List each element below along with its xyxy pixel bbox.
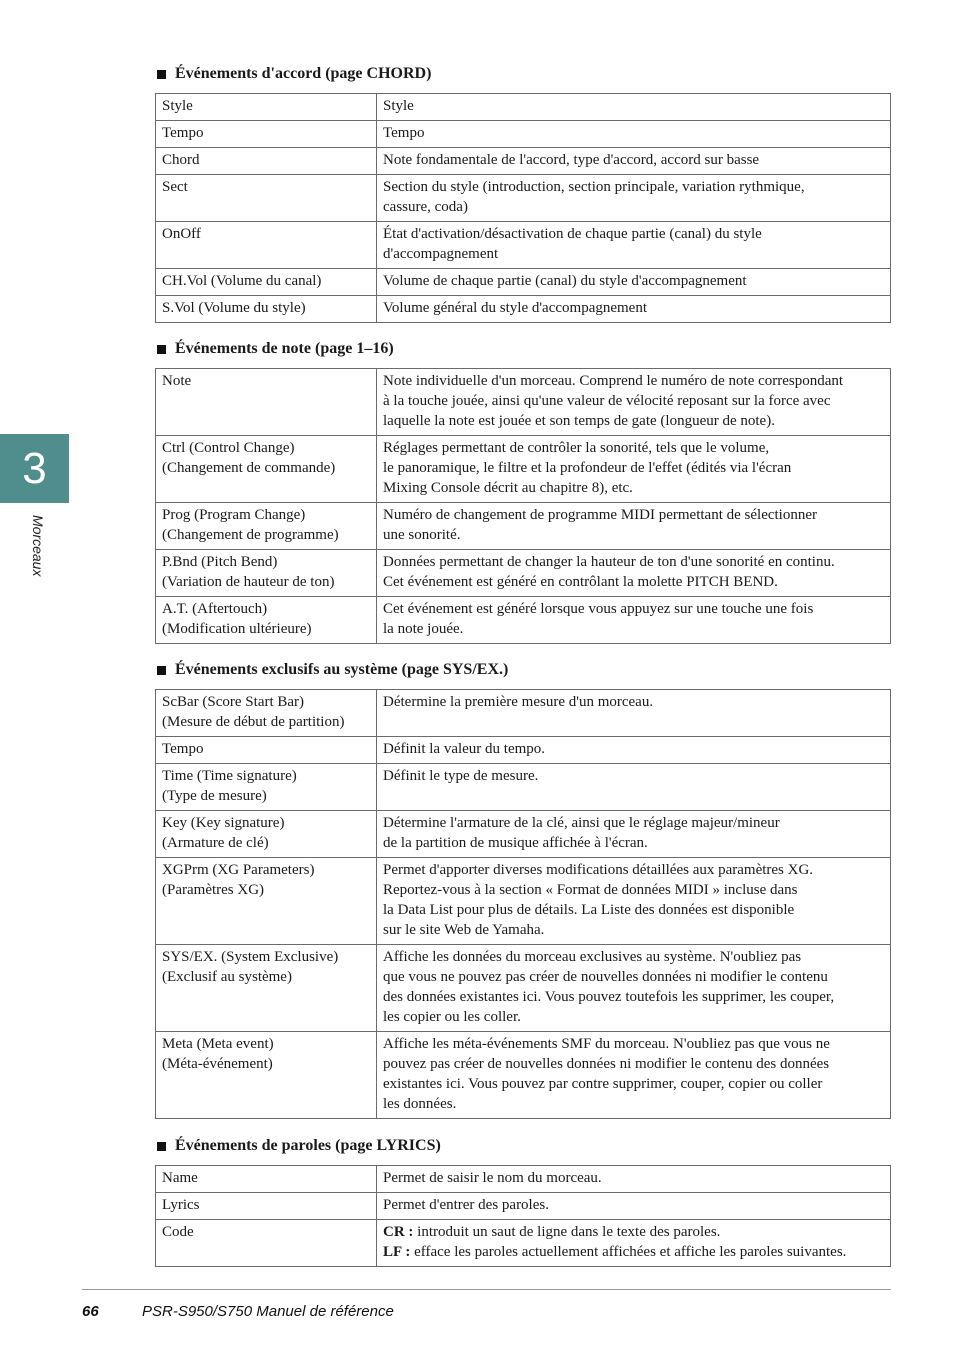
description-line: Permet de saisir le nom du morceau. (383, 1170, 602, 1186)
event-description-cell (377, 94, 891, 121)
code-description-line (383, 1222, 884, 1242)
event-name-line: OnOff (162, 226, 201, 242)
page-footer (82, 1303, 394, 1320)
table-row (156, 945, 891, 1032)
description-line: des données existantes ici. Vous pouvez toutefois les supprimer, les couper, (383, 989, 835, 1005)
event-name-line: Lyrics (162, 1197, 200, 1213)
event-name-cell (156, 369, 377, 436)
code-term: LF : (383, 1244, 411, 1260)
description-line: Tempo (383, 125, 425, 141)
code-description-line (383, 1242, 884, 1262)
event-name-line: Name (162, 1170, 198, 1186)
event-name-line: ScBar (Score Start Bar) (162, 694, 305, 710)
description-line: Détermine la première mesure d'un morceau. (383, 694, 654, 710)
event-name-cell (156, 737, 377, 764)
event-description-cell (377, 269, 891, 296)
event-name-line: (Armature de clé) (162, 835, 269, 851)
section-title-text: Événements de paroles (page LYRICS) (175, 1137, 441, 1154)
table-row (156, 121, 891, 148)
table-row (156, 269, 891, 296)
table-row (156, 1193, 891, 1220)
event-name-cell (156, 1166, 377, 1193)
footer-rule (82, 1289, 891, 1290)
description-line: Volume général du style d'accompagnement (383, 300, 648, 316)
table-row (156, 1220, 891, 1267)
event-name-line: P.Bnd (Pitch Bend) (162, 554, 278, 570)
description-line: que vous ne pouvez pas créer de nouvelles données ni modifier le contenu (383, 969, 828, 985)
table-row (156, 764, 891, 811)
event-description-cell (377, 690, 891, 737)
event-name-line: (Exclusif au système) (162, 969, 292, 985)
table-row (156, 858, 891, 945)
event-description-cell (377, 1166, 891, 1193)
event-name-line: Meta (Meta event) (162, 1036, 274, 1052)
description-line: Détermine l'armature de la clé, ainsi que le réglage majeur/mineur (383, 815, 780, 831)
table-row (156, 436, 891, 503)
event-name-line: (Changement de commande) (162, 460, 336, 476)
page-number: 66 (82, 1303, 99, 1320)
square-bullet-icon (157, 345, 166, 354)
event-description-cell (377, 148, 891, 175)
table-row (156, 175, 891, 222)
description-line: la Data List pour plus de détails. La Liste des données est disponible (383, 902, 795, 918)
description-line: Réglages permettant de contrôler la sonorité, tels que le volume, (383, 440, 770, 456)
event-name-cell (156, 550, 377, 597)
event-description-cell (377, 222, 891, 269)
description-line: Numéro de changement de programme MIDI permettant de sélectionner (383, 507, 817, 523)
description-line: Cet événement est généré en contrôlant la molette PITCH BEND. (383, 574, 778, 590)
description-line: la note jouée. (383, 621, 464, 637)
description-line: Définit le type de mesure. (383, 768, 539, 784)
event-name-line: CH.Vol (Volume du canal) (162, 273, 322, 289)
event-name-cell (156, 1220, 377, 1267)
description-line: pouvez pas créer de nouvelles données ni modifier le contenu des données (383, 1056, 830, 1072)
table-row (156, 597, 891, 644)
event-name-cell (156, 858, 377, 945)
description-line: Affiche les méta-événements SMF du morceau. N'oubliez pas que vous ne (383, 1036, 830, 1052)
event-name-line: (Mesure de début de partition) (162, 714, 345, 730)
description-line: État d'activation/désactivation de chaque partie (canal) du style (383, 226, 762, 242)
event-name-cell (156, 121, 377, 148)
table-row (156, 148, 891, 175)
code-text: introduit un saut de ligne dans le texte des paroles. (413, 1224, 721, 1240)
chapter-tab (0, 434, 69, 503)
event-description-cell (377, 945, 891, 1032)
event-name-line: Sect (162, 179, 188, 195)
table-row (156, 94, 891, 121)
square-bullet-icon (157, 666, 166, 675)
description-line: Cet événement est généré lorsque vous appuyez sur une touche une fois (383, 601, 814, 617)
square-bullet-icon (157, 70, 166, 79)
event-name-cell (156, 597, 377, 644)
description-line: Note fondamentale de l'accord, type d'accord, accord sur basse (383, 152, 760, 168)
description-line: Section du style (introduction, section principale, variation rythmique, (383, 179, 805, 195)
event-table (155, 689, 891, 1119)
event-description-cell (377, 550, 891, 597)
event-description-cell (377, 737, 891, 764)
description-line: Reportez-vous à la section « Format de données MIDI » incluse dans (383, 882, 798, 898)
event-name-cell (156, 296, 377, 323)
table-row (156, 369, 891, 436)
event-name-line: Note (162, 373, 192, 389)
event-name-line: Tempo (162, 125, 204, 141)
description-line: les copier ou les coller. (383, 1009, 521, 1025)
description-line: Permet d'entrer des paroles. (383, 1197, 549, 1213)
section-title (155, 659, 891, 681)
table-row (156, 296, 891, 323)
table-row (156, 222, 891, 269)
event-name-line: (Variation de hauteur de ton) (162, 574, 335, 590)
note-events-section (155, 338, 891, 644)
table-row (156, 1032, 891, 1119)
description-line: Affiche les données du morceau exclusives au système. N'oubliez pas (383, 949, 802, 965)
event-name-line: Tempo (162, 741, 204, 757)
event-name-line: (Type de mesure) (162, 788, 267, 804)
event-name-cell (156, 1193, 377, 1220)
event-description-cell (377, 175, 891, 222)
manual-title: PSR-S950/S750 Manuel de référence (142, 1303, 394, 1320)
event-name-cell (156, 945, 377, 1032)
event-name-line: Key (Key signature) (162, 815, 285, 831)
description-line: le panoramique, le filtre et la profondeur de l'effet (édités via l'écran (383, 460, 792, 476)
event-description-cell (377, 1220, 891, 1267)
event-name-line: (Changement de programme) (162, 527, 339, 543)
chord-events-section (155, 63, 891, 323)
event-name-cell (156, 690, 377, 737)
event-description-cell (377, 597, 891, 644)
event-name-line: (Modification ultérieure) (162, 621, 312, 637)
event-name-cell (156, 436, 377, 503)
event-name-line: Prog (Program Change) (162, 507, 306, 523)
table-row (156, 1166, 891, 1193)
square-bullet-icon (157, 1142, 166, 1151)
lyrics-events-section (155, 1135, 891, 1267)
description-line: Mixing Console décrit au chapitre 8), etc. (383, 480, 633, 496)
chapter-label: Morceaux (30, 515, 46, 577)
event-name-cell (156, 175, 377, 222)
chapter-number: 3 (22, 443, 47, 493)
description-line: de la partition de musique affichée à l'écran. (383, 835, 648, 851)
table-row (156, 737, 891, 764)
event-table (155, 368, 891, 644)
description-line: Volume de chaque partie (canal) du style d'accompagnement (383, 273, 747, 289)
event-table (155, 1165, 891, 1267)
event-description-cell (377, 1032, 891, 1119)
section-title (155, 63, 891, 85)
event-name-cell (156, 222, 377, 269)
table-row (156, 503, 891, 550)
event-name-cell (156, 94, 377, 121)
event-description-cell (377, 436, 891, 503)
description-line: les données. (383, 1096, 457, 1112)
description-line: laquelle la note est jouée et son temps de gate (longueur de note). (383, 413, 775, 429)
section-title (155, 1135, 891, 1157)
event-name-cell (156, 811, 377, 858)
description-line: Note individuelle d'un morceau. Comprend le numéro de note correspondant (383, 373, 844, 389)
description-line: d'accompagnement (383, 246, 499, 262)
event-name-line: SYS/EX. (System Exclusive) (162, 949, 339, 965)
event-name-cell (156, 148, 377, 175)
event-table (155, 93, 891, 323)
section-title-text: Événements de note (page 1–16) (175, 340, 394, 357)
code-text: efface les paroles actuellement affichées et affiche les paroles suivantes. (410, 1244, 847, 1260)
description-line: Définit la valeur du tempo. (383, 741, 546, 757)
event-description-cell (377, 296, 891, 323)
event-name-line: Chord (162, 152, 200, 168)
event-name-line: S.Vol (Volume du style) (162, 300, 306, 316)
description-line: Permet d'apporter diverses modifications détaillées aux paramètres XG. (383, 862, 814, 878)
sysex-events-section (155, 659, 891, 1119)
section-title-text: Événements d'accord (page CHORD) (175, 65, 432, 82)
section-title-text: Événements exclusifs au système (page SYS/EX.) (175, 661, 509, 678)
description-line: à la touche jouée, ainsi qu'une valeur de vélocité reposant sur la force avec (383, 393, 831, 409)
event-name-line: Style (162, 98, 193, 114)
section-title (155, 338, 891, 360)
event-description-cell (377, 121, 891, 148)
event-description-cell (377, 369, 891, 436)
event-name-line: Code (162, 1224, 194, 1240)
description-line: Style (383, 98, 414, 114)
event-name-cell (156, 764, 377, 811)
event-name-line: XGPrm (XG Parameters) (162, 862, 315, 878)
description-line: Données permettant de changer la hauteur de ton d'une sonorité en continu. (383, 554, 835, 570)
event-name-line: A.T. (Aftertouch) (162, 601, 268, 617)
description-line: sur le site Web de Yamaha. (383, 922, 545, 938)
event-name-cell (156, 503, 377, 550)
event-description-cell (377, 811, 891, 858)
event-name-cell (156, 269, 377, 296)
event-name-line: Time (Time signature) (162, 768, 297, 784)
description-line: une sonorité. (383, 527, 461, 543)
table-row (156, 811, 891, 858)
table-row (156, 550, 891, 597)
event-name-line: (Paramètres XG) (162, 882, 265, 898)
event-name-cell (156, 1032, 377, 1119)
event-description-cell (377, 858, 891, 945)
event-description-cell (377, 764, 891, 811)
code-term: CR : (383, 1224, 414, 1240)
event-description-cell (377, 503, 891, 550)
description-line: cassure, coda) (383, 199, 468, 215)
table-row (156, 690, 891, 737)
event-description-cell (377, 1193, 891, 1220)
event-name-line: Ctrl (Control Change) (162, 440, 295, 456)
description-line: existantes ici. Vous pouvez par contre supprimer, couper, copier ou coller (383, 1076, 823, 1092)
event-name-line: (Méta-événement) (162, 1056, 273, 1072)
